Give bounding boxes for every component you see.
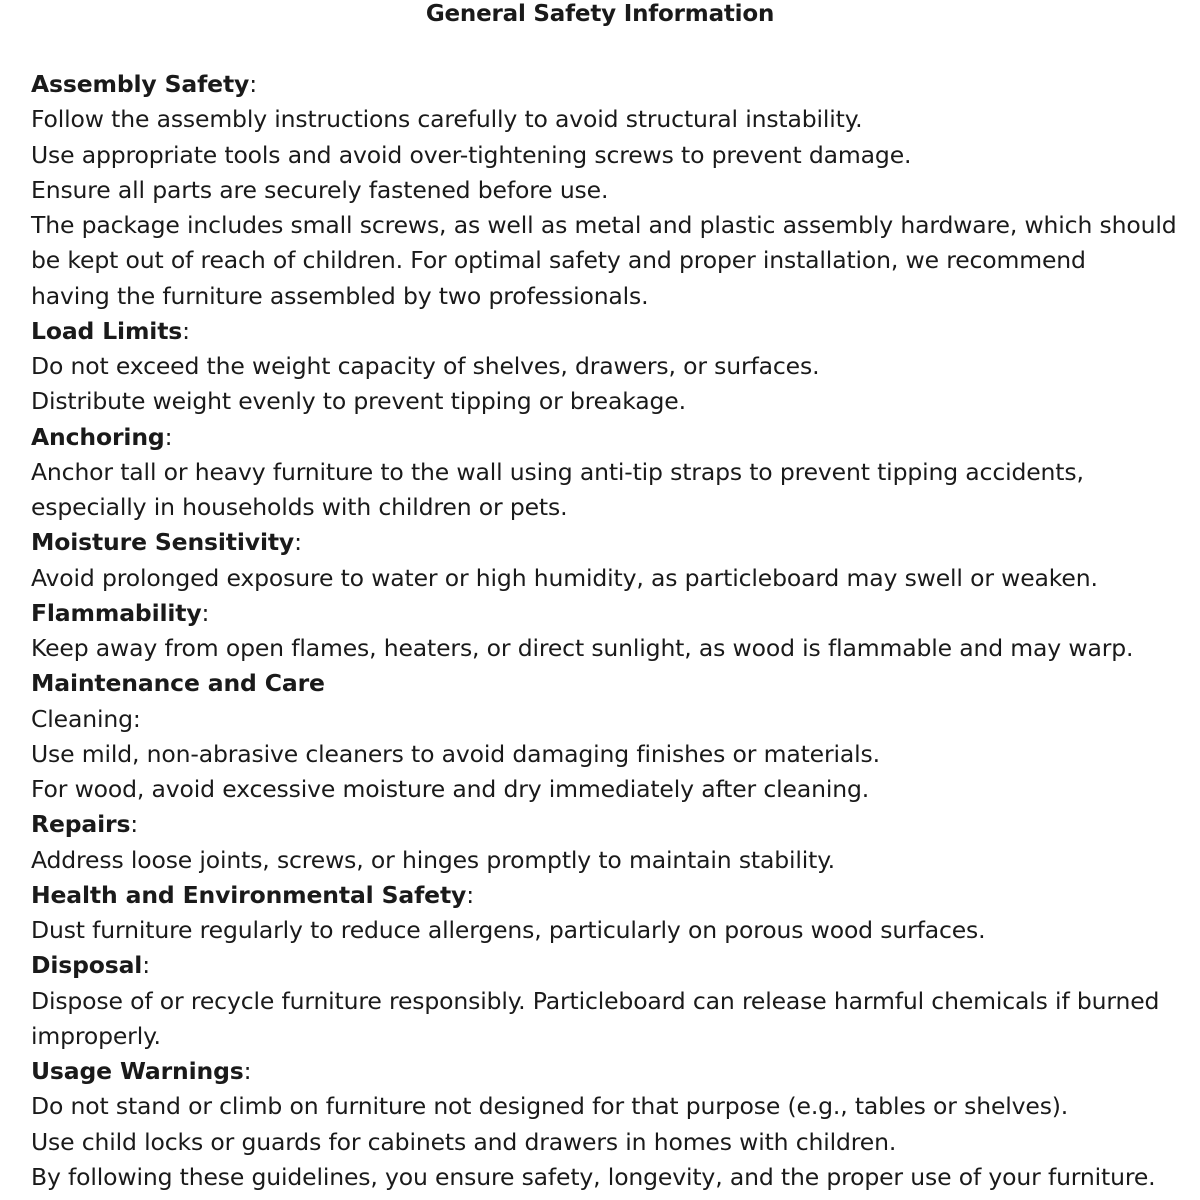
body-text-line: By following these guidelines, you ensure safety, longevity, and the proper use of your furniture. [31, 1162, 1156, 1191]
body-text-line: Ensure all parts are securely fastened before use. [31, 175, 609, 204]
heading-colon: : [164, 422, 173, 451]
heading-colon: : [466, 880, 474, 909]
heading-colon: : [142, 951, 150, 980]
body-text-line: having the furniture assembled by two professionals. [31, 281, 649, 310]
section-anchoring [31, 420, 1181, 526]
body-text-line: especially in households with children or pets. [31, 493, 568, 521]
heading-colon: : [249, 70, 257, 98]
body-text-line: The package includes small screws, as well as metal and plastic assembly hardware, which should [31, 211, 1177, 239]
section-assembly-safety [31, 67, 1181, 314]
heading-colon: : [130, 810, 139, 839]
section-repairs [31, 807, 1181, 878]
body-text-line: Follow the assembly instructions carefully to avoid structural instability. [31, 105, 863, 134]
section-heading: Anchoring [31, 422, 165, 451]
body-text-line: For wood, avoid excessive moisture and dry immediately after cleaning. [31, 775, 870, 803]
body-text-line: Dispose of or recycle furniture responsibly. Particleboard can release harmful chemicals if burned [31, 986, 1160, 1015]
body-text-line: be kept out of reach of children. For optimal safety and proper installation, we recommend [31, 246, 1086, 275]
section-heading: Load Limits [31, 316, 183, 345]
heading-colon: : [294, 528, 302, 557]
section-heading-line [31, 878, 1181, 913]
heading-colon: : [182, 316, 190, 345]
section-heading-line [31, 807, 1181, 842]
document-body [31, 67, 1181, 1195]
heading-colon: : [201, 598, 210, 627]
section-heading-line [31, 1054, 1181, 1089]
body-text-line: improperly. [31, 1021, 161, 1050]
section-heading-line [31, 314, 1181, 349]
heading-colon: : [243, 1057, 252, 1085]
section-maintenance-and-care [31, 666, 1181, 807]
section-heading-line [31, 525, 1181, 560]
section-usage-warnings [31, 1054, 1181, 1195]
section-heading-line [31, 67, 1181, 102]
section-heading-line [31, 666, 1181, 701]
section-heading: Maintenance and Care [31, 669, 325, 698]
section-heading: Flammability [31, 598, 202, 627]
body-text-line: Avoid prolonged exposure to water or high humidity, as particleboard may swell or weaken. [31, 563, 1098, 592]
section-heading: Repairs [31, 810, 131, 839]
section-heading-line [31, 420, 1181, 455]
body-text-line: Do not exceed the weight capacity of shelves, drawers, or surfaces. [31, 352, 820, 380]
section-heading-line [31, 596, 1181, 631]
document-title: General Safety Information [425, 1, 775, 27]
body-text-line: Distribute weight evenly to prevent tipping or breakage. [31, 387, 686, 416]
section-disposal [31, 948, 1181, 1054]
section-moisture-sensitivity [31, 525, 1181, 596]
body-text-line: Use appropriate tools and avoid over-tightening screws to prevent damage. [31, 140, 912, 169]
section-heading-line [31, 948, 1181, 983]
section-load-limits [31, 314, 1181, 420]
body-text-line: Dust furniture regularly to reduce allergens, particularly on porous wood surfaces. [31, 916, 986, 944]
body-text-line: Use mild, non-abrasive cleaners to avoid damaging finishes or materials. [31, 739, 880, 768]
body-text-line: Do not stand or climb on furniture not designed for that purpose (e.g., tables or shelves). [31, 1092, 1069, 1121]
section-health-and-environmental-safety [31, 878, 1181, 949]
body-text-line: Keep away from open flames, heaters, or direct sunlight, as wood is flammable and may warp. [31, 634, 1134, 662]
body-text-line: Use child locks or guards for cabinets and drawers in homes with children. [31, 1127, 897, 1156]
body-text-line: Anchor tall or heavy furniture to the wall using anti-tip straps to prevent tipping accidents, [31, 457, 1084, 486]
section-heading: Moisture Sensitivity [31, 528, 295, 557]
section-flammability [31, 596, 1181, 667]
section-heading: Usage Warnings [31, 1057, 244, 1085]
section-heading: Disposal [31, 951, 143, 980]
section-heading: Health and Environmental Safety [31, 880, 467, 909]
body-text-line: Address loose joints, screws, or hinges promptly to maintain stability. [31, 845, 835, 874]
body-text-line: Cleaning: [31, 704, 141, 733]
section-heading: Assembly Safety [31, 70, 250, 98]
